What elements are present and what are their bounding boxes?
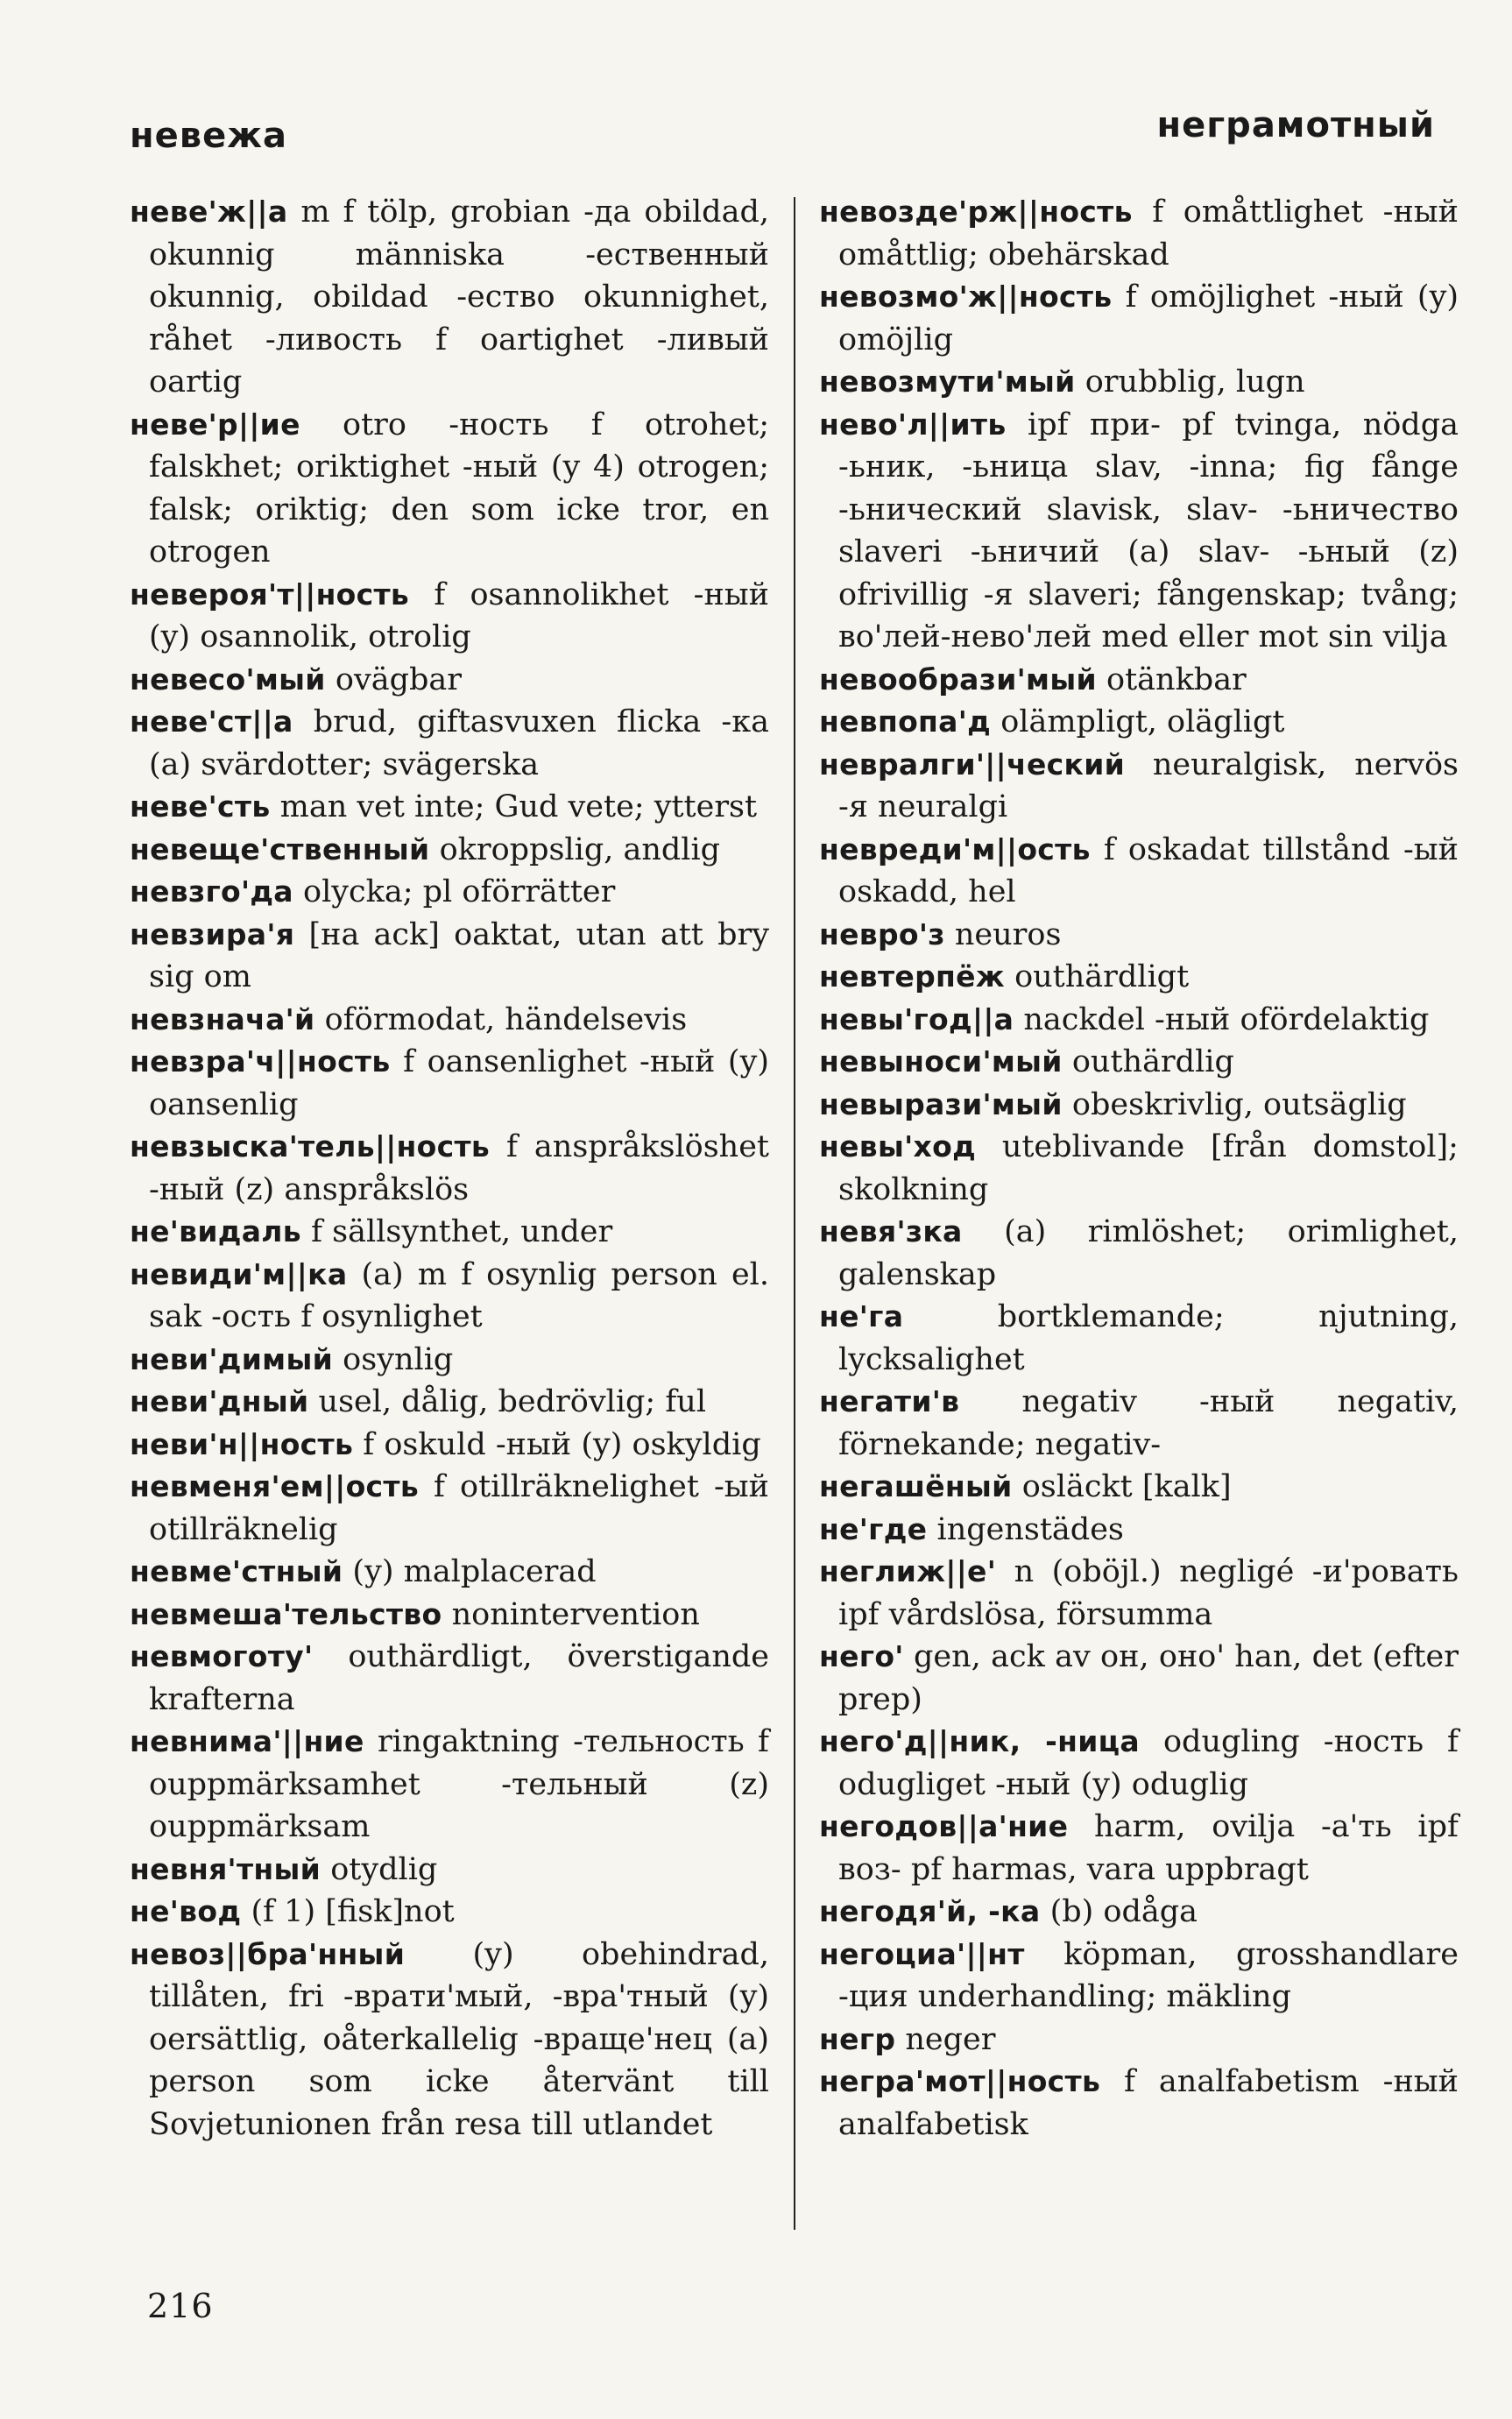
dictionary-entry (130, 914, 769, 999)
entry-definition: n (oböjl.) negligé -и'ровать ipf vårdslösa, försumma (838, 1554, 1459, 1632)
entry-definition: man vet inte; Gud vete; ytterst (279, 789, 758, 824)
entry-headword: неви'н||ность (130, 1426, 354, 1461)
entry-definition: f anspråkslöshet -ный (z) anspråkslös (149, 1129, 769, 1207)
entry-definition: f sällsynthet, under (311, 1214, 613, 1249)
entry-definition: uteblivande [från domstol]; skolkning (838, 1129, 1459, 1207)
entry-definition: otro -ность f otrohet; falskhet; oriktighet -ный (y 4) otrogen; falsk; oriktig; den som icke tror, en otrogen (149, 407, 769, 569)
entry-definition: f oansenlighet -ный (y) oansenlig (149, 1044, 769, 1122)
dictionary-entry (819, 1126, 1459, 1211)
dictionary-entry (130, 1424, 769, 1467)
dictionary-entry (130, 1849, 769, 1892)
entry-headword: невпопа'д (819, 704, 992, 739)
entry-headword: невырази'мый (819, 1086, 1063, 1121)
entry-definition: gen, ack av он, оно' han, det (efter prep) (838, 1639, 1459, 1717)
entry-headword: невтерпёж (819, 959, 1005, 994)
column-divider (794, 197, 795, 2230)
entry-headword: не'га (819, 1299, 904, 1333)
entry-headword: невмоготу' (130, 1639, 314, 1673)
dictionary-entry (819, 1806, 1459, 1891)
left-column (130, 191, 769, 2146)
entry-definition: f otillräknelighet -ый otillräknelig (149, 1469, 769, 1547)
dictionary-entry (819, 191, 1459, 276)
entry-headword: невня'тный (130, 1851, 321, 1886)
entry-definition: (y) malplacerad (352, 1554, 597, 1589)
dictionary-entry (819, 999, 1459, 1042)
entry-headword: невнима'||ние (130, 1724, 364, 1758)
entry-definition: okroppslig, andlig (439, 831, 721, 867)
dictionary-entry (819, 1636, 1459, 1721)
entry-headword: невзира'я (130, 916, 295, 951)
dictionary-entry (819, 1296, 1459, 1381)
dictionary-entry (130, 786, 769, 829)
dictionary-entry (130, 701, 769, 786)
dictionary-entry (130, 1636, 769, 1721)
entry-definition: outhärdligt (1014, 959, 1190, 994)
entry-definition: bortklemande; njutning, lycksalighet (838, 1299, 1459, 1377)
entry-headword: невозмути'мый (819, 364, 1076, 399)
dictionary-entry (819, 1041, 1459, 1084)
dictionary-entry (819, 914, 1459, 957)
running-header (130, 105, 1435, 166)
entry-headword: невмеша'тельство (130, 1596, 442, 1631)
header-first-word: невежа (130, 116, 288, 156)
dictionary-entry (819, 1211, 1459, 1296)
entry-definition: köpman, grosshandlare -ция underhandling; mäkling (838, 1936, 1459, 2014)
entry-headword: невесо'мый (130, 661, 326, 697)
entry-definition: otydlig (330, 1851, 438, 1887)
entry-definition: olämpligt, olägligt (1000, 704, 1285, 739)
entry-headword: негашёный (819, 1469, 1013, 1503)
dictionary-entry (130, 191, 769, 404)
entry-definition: obeskrivlig, outsäglig (1071, 1086, 1407, 1122)
entry-definition: oförmodat, händelsevis (324, 1001, 688, 1037)
dictionary-entry (130, 1891, 769, 1934)
dictionary-entry (819, 701, 1459, 744)
dictionary-entry (130, 1594, 769, 1637)
dictionary-entry (819, 744, 1459, 829)
entry-definition: f osannolikhet -ный (y) osannolik, otrolig (149, 576, 769, 654)
entry-headword: неви'димый (130, 1341, 334, 1376)
dictionary-entry (819, 2019, 1459, 2062)
dictionary-entry (819, 1466, 1459, 1509)
entry-definition: (b) odåga (1049, 1894, 1198, 1929)
entry-headword: невоз||бра'нный (130, 1936, 406, 1971)
entry-headword: нево'л||ить (819, 407, 1007, 442)
entry-definition: olycka; pl oförrätter (303, 874, 616, 909)
entry-headword: не'вод (130, 1894, 242, 1928)
entry-headword: неве'ст||а (130, 704, 293, 739)
dictionary-entry (819, 2061, 1459, 2146)
dictionary-entry (130, 1721, 769, 1849)
entry-headword: него'д||ник, -ница (819, 1724, 1140, 1758)
entry-headword: не'где (819, 1511, 928, 1546)
entry-headword: неве'ж||а (130, 195, 288, 229)
dictionary-entry (130, 1466, 769, 1551)
entry-definition: outhärdligt, överstigande krafterna (149, 1639, 769, 1717)
entry-definition: nonintervention (451, 1596, 700, 1632)
entry-headword: негр (819, 2021, 896, 2056)
entry-headword: невзыска'тель||ность (130, 1129, 491, 1164)
page-number: 216 (147, 2287, 214, 2325)
entry-definition: orubblig, lugn (1085, 364, 1305, 400)
dictionary-entry (130, 404, 769, 574)
dictionary-entry (819, 1381, 1459, 1466)
dictionary-entry (130, 1339, 769, 1382)
dictionary-entry (130, 1934, 769, 2147)
entry-headword: невеще'ственный (130, 831, 430, 866)
dictionary-entry (819, 361, 1459, 404)
entry-definition: [на ack] oaktat, utan att bry sig om (149, 916, 769, 994)
entry-definition: ringaktning -тельность f ouppmärksamhet -тельный (z) ouppmärksam (149, 1724, 769, 1844)
dictionary-entry (819, 1891, 1459, 1934)
entry-headword: не'видаль (130, 1214, 301, 1248)
entry-definition: f oskadat tillstånd -ый oskadd, hel (838, 831, 1459, 909)
dictionary-entry (819, 1551, 1459, 1636)
dictionary-entry (819, 829, 1459, 914)
entry-headword: невзра'ч||ность (130, 1044, 391, 1079)
dictionary-entry (819, 404, 1459, 659)
dictionary-entry (130, 999, 769, 1042)
entry-headword: неви'дный (130, 1384, 309, 1418)
entry-definition: ipf при- pf tvinga, nödga -ьник, -ьница slav, -inna; fig fånge -ьнический slavisk, slav- -ьничество slaveri -ьничий (a) slav- -ьный (z) ofrivillig -я slaveri; fångenskap; tvång; во'лей-нево'лей med eller mot sin vilja (838, 407, 1459, 654)
dictionary-entry (130, 574, 769, 659)
dictionary-entry (819, 1934, 1459, 2019)
entry-headword: невиди'м||ка (130, 1256, 348, 1291)
header-last-word: неграмотный (1156, 105, 1435, 145)
entry-headword: невозде'рж||ность (819, 195, 1133, 229)
entry-definition: f analfabetism -ный analfabetisk (838, 2064, 1459, 2142)
dictionary-entry (130, 1126, 769, 1211)
entry-definition: negativ -ный negativ, förnekande; negativ- (838, 1384, 1459, 1462)
dictionary-entry (130, 1254, 769, 1339)
entry-headword: невреди'м||ость (819, 831, 1091, 866)
entry-headword: невы'ход (819, 1129, 977, 1164)
entry-headword: невзго'да (130, 874, 293, 909)
entry-headword: невралги'||ческий (819, 746, 1126, 782)
entry-headword: неве'р||ие (130, 407, 300, 442)
dictionary-entry (130, 1381, 769, 1424)
entry-headword: негодя'й, -ка (819, 1894, 1041, 1928)
entry-headword: невя'зка (819, 1214, 963, 1248)
entry-headword: неве'сть (130, 789, 271, 824)
entry-definition: outhärdlig (1071, 1044, 1234, 1079)
entry-definition: ingenstädes (936, 1511, 1124, 1547)
entry-definition: neger (905, 2021, 996, 2057)
dictionary-entry (819, 659, 1459, 702)
dictionary-entry (819, 1509, 1459, 1552)
entry-headword: невозмо'ж||ность (819, 279, 1113, 314)
entry-definition: usel, dålig, bedrövlig; ful (318, 1384, 707, 1419)
entry-headword: негоциа'||нт (819, 1936, 1025, 1971)
entry-headword: невменя'ем||ость (130, 1469, 419, 1503)
entry-definition: (a) rimlöshet; orimlighet, galenskap (838, 1214, 1459, 1292)
dictionary-entry (130, 1551, 769, 1594)
right-column (819, 191, 1459, 2146)
entry-headword: него' (819, 1639, 904, 1673)
entry-headword: невме'стный (130, 1554, 343, 1588)
entry-headword: невро'з (819, 916, 945, 951)
entry-headword: невероя'т||ность (130, 576, 410, 612)
entry-definition: otänkbar (1106, 661, 1247, 697)
entry-definition: f omåttlighet -ный omåttlig; obehärskad (838, 195, 1459, 272)
dictionary-entry (819, 276, 1459, 361)
entry-definition: (f 1) [fisk]not (251, 1894, 455, 1929)
entry-definition: f omöjlighet -ный (y) omöjlig (838, 279, 1459, 357)
entry-definition: osläckt [kalk] (1021, 1469, 1232, 1504)
entry-headword: негати'в (819, 1384, 960, 1418)
entry-definition: f oskuld -ный (y) oskyldig (363, 1426, 761, 1462)
dictionary-entry (819, 1721, 1459, 1806)
entry-definition: neuralgisk, nervös -я neuralgi (838, 746, 1459, 824)
entry-headword: невообрази'мый (819, 661, 1097, 697)
entry-definition: neuros (954, 916, 1062, 952)
entry-definition: odugling -ность f odugliget -ный (y) oduglig (838, 1724, 1459, 1802)
entry-definition: harm, ovilja -а'ть ipf воз- pf harmas, vara uppbragt (838, 1809, 1459, 1887)
entry-definition: ovägbar (335, 661, 462, 697)
entry-definition: (a) m f osynlig person el. sak -ость f osynlighet (149, 1256, 769, 1334)
dictionary-entry (130, 829, 769, 872)
entry-headword: невыноси'мый (819, 1044, 1063, 1079)
dictionary-entry (819, 956, 1459, 999)
entry-headword: неглиж||е' (819, 1554, 997, 1588)
entry-definition: osynlig (343, 1341, 454, 1377)
entry-definition: nackdel -ный ofördelaktig (1023, 1001, 1430, 1037)
dictionary-entry (130, 871, 769, 914)
dictionary-entry (130, 659, 769, 702)
entry-definition: brud, giftasvuxen flicka -ка (a) svärdotter; svägerska (149, 704, 769, 782)
entry-headword: невзнача'й (130, 1001, 315, 1036)
dictionary-entry (130, 1041, 769, 1126)
entry-headword: невы'год||а (819, 1001, 1014, 1036)
entry-headword: негодов||а'ние (819, 1809, 1069, 1843)
entry-definition: (y) obehindrad, tillåten, fri -врати'мый, -вра'тный (y) oersättlig, oåterkallelig -враще'нец (a) person som icke återvänt till Sovjetunionen från resa till utlandet (149, 1936, 769, 2142)
entry-headword: негра'мот||ность (819, 2064, 1101, 2098)
dictionary-entry (130, 1211, 769, 1254)
entry-definition: m f tölp, grobian -да obildad, okunnig människa -ественный okunnig, obildad -ество okunnighet, råhet -ливость f oartighet -ливый oartig (149, 195, 769, 400)
dictionary-entry (819, 1084, 1459, 1127)
